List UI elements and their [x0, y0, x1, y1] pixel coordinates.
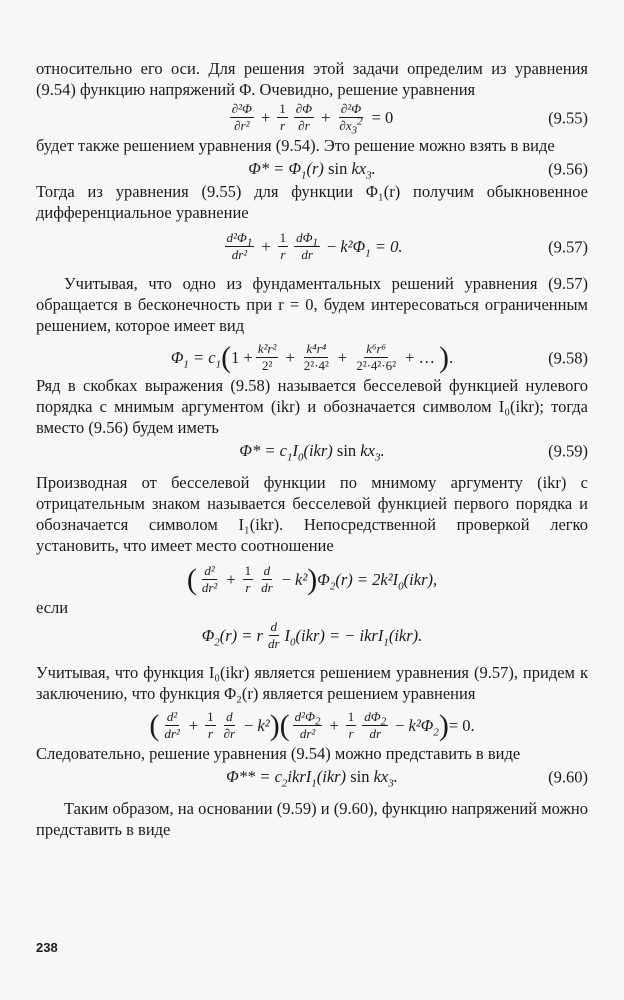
- equation-9-59: $\Phi* = c_1I_0(ikr)$ $\sin kx_3$. (9.59): [239, 441, 588, 464]
- equation-phi2: $\Phi_2(r) = r$ $\frac{d}{dr}$ $I_0(ikr)$ = − ikrI$_1$(ikr).: [201, 619, 423, 651]
- page-body: [36, 58, 588, 840]
- equation-9-57: $\frac{d^2\Phi_1}{\text{dr²}}$ + $\frac{1}{r}$ $\frac{d\Phi_1}{dr}$ − $k^2\Phi_1 = 0$. (9.57): [226, 230, 588, 262]
- page-number: 238: [36, 940, 58, 955]
- paragraph-5: Ряд в скобках выражения (9.58) называется бесселевой функцией нулевого порядка с мнимым аргументом (ikr) и обозначается символом I₀(ikr); тогда вместо (9.56) будем иметь: [36, 376, 588, 437]
- equation-9-58: $\Phi_1 = c_1$ ( 1 + $\frac{\text{k²r²}}{\text{2²}}$ + $\frac{\text{k⁴r⁴}}{\text{2²·4²}}$ + $\frac{\text{k⁶r⁶}}{\text{2²·4²·6²}}$ + … ) . (9.58): [170, 340, 588, 374]
- equation-9-60: $\Phi** = c_2ikrI_1(ikr)$ $\sin kx_3$. (9.60): [226, 767, 588, 790]
- equation-9-56: $\Phi* = \Phi_1(r)$ $\sin kx_3$. (9.56): [248, 159, 588, 182]
- paragraph-4: Учитывая, что одно из фундаментальных решений уравнения (9.57) обращается в бесконечность при r = 0, будем интересоваться ограниченным решением, которое имеет вид: [36, 274, 588, 335]
- equation-number: (9.57): [548, 237, 588, 256]
- paragraph-2: будет также решением уравнения (9.54). Это решение можно взять в виде: [36, 136, 555, 155]
- paragraph-6: Производная от бесселевой функции по мнимому аргументу (ikr) с отрицательным знаком называется бесселевой функцией первого порядка и обозначается символом I₁(ikr). Непосредственной проверкой легко установить, что имеет место соотношение: [36, 473, 588, 555]
- equation-relation: ( $\frac{\text{d²}}{\text{dr²}}$ + $\frac{1}{r}$ $\frac{d}{dr}$ − k² ) $\Phi_2(r) = 2k^2I_0(ikr)$,: [186, 562, 438, 596]
- equation-number: (9.55): [548, 108, 588, 127]
- paragraph-3: Тогда из уравнения (9.55) для функции Φ₁(r) получим обыкновенное дифференциальное уравнение: [36, 182, 588, 222]
- paragraph-1: относительно его оси. Для решения этой задачи определим из уравнения (9.54) функцию напряжений Φ. Очевидно, решение уравнения: [36, 59, 588, 99]
- equation-9-55: $\frac{\text{∂²Φ}}{\text{∂r²}}$ + $\frac{1}{r}$ $\frac{\partial\Phi}{\partial r}$ + $\frac{\text{∂²Φ}}{\partial x_3^2}$ = 0 (9.55): [231, 101, 588, 137]
- equation-number: (9.60): [548, 767, 588, 786]
- paragraph-10: Таким образом, на основании (9.59) и (9.60), функцию напряжений можно представить в виде: [36, 799, 588, 839]
- equation-number: (9.56): [548, 159, 588, 178]
- paragraph-7: если: [36, 598, 69, 617]
- paragraph-9: Следовательно, решение уравнения (9.54) можно представить в виде: [36, 744, 521, 763]
- equation-number: (9.59): [548, 441, 588, 460]
- equation-product: ( $\frac{\text{d²}}{\text{dr²}}$ + $\frac{1}{r}$ $\frac{d}{\partial r}$ − k² )( $\frac{d^2\Phi_2}{\text{dr²}}$ + $\frac{1}{r}$ $\frac{d\Phi_2}{dr}$ − $k^2\Phi_2$ ) = 0.: [149, 708, 475, 742]
- paragraph-8: Учитывая, что функция I₀(ikr) является решением уравнения (9.57), придем к заключению, что функция Φ₂(r) является решением уравнения: [36, 663, 588, 703]
- equation-number: (9.58): [548, 348, 588, 367]
